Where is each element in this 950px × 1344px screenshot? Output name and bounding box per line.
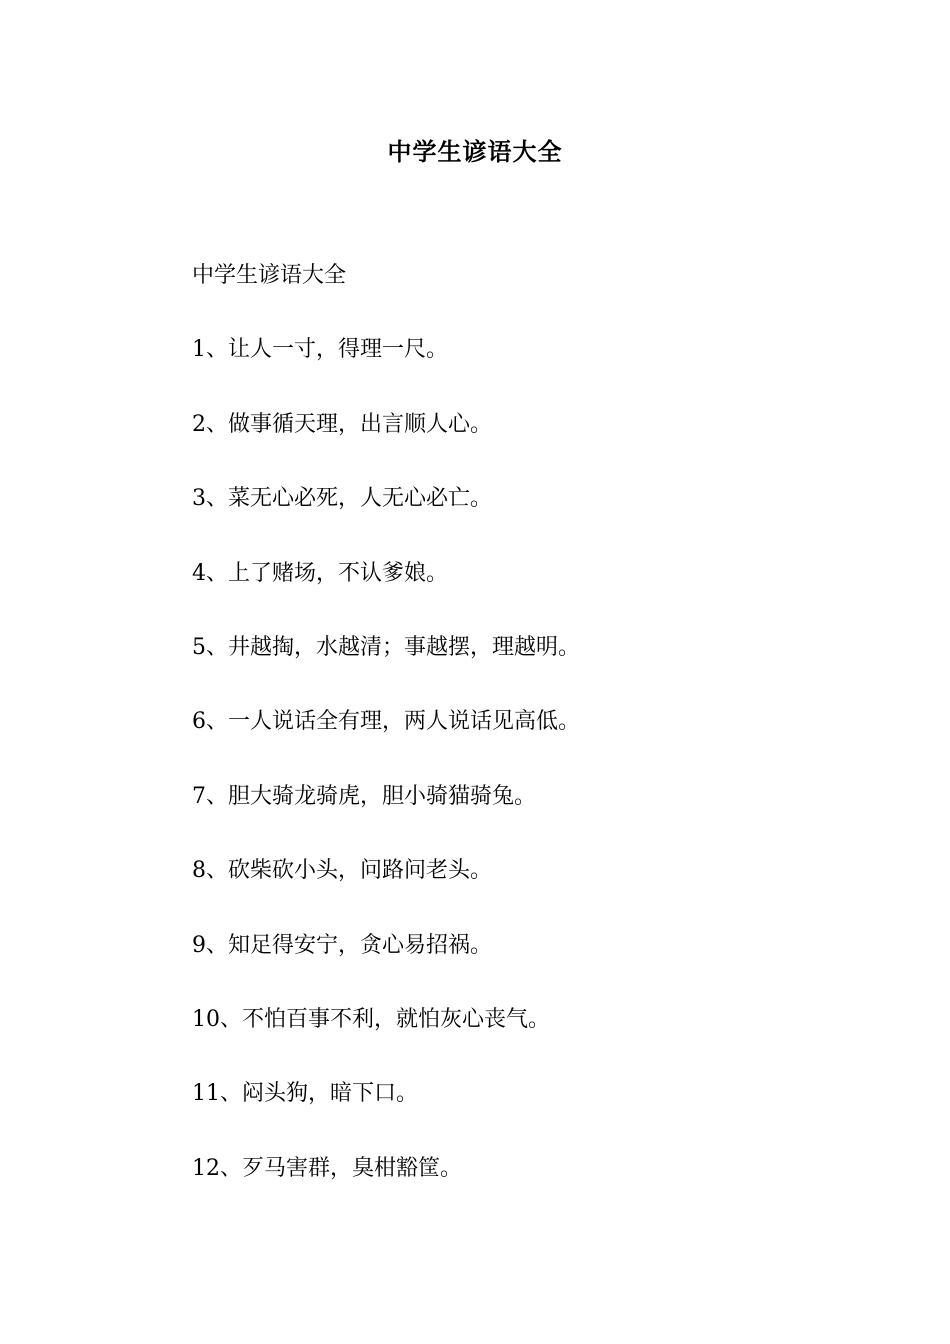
proverb-line: 12、歹马害群，臭柑豁筐。 bbox=[192, 1155, 462, 1181]
proverb-line: 2、做事循天理，出言顺人心。 bbox=[192, 411, 492, 437]
proverb-line: 10、不怕百事不利，就怕灰心丧气。 bbox=[192, 1006, 550, 1032]
section-heading: 中学生谚语大全 bbox=[192, 263, 347, 288]
proverb-line: 4、上了赌场，不认爹娘。 bbox=[192, 560, 448, 586]
page-title: 中学生谚语大全 bbox=[387, 137, 563, 166]
proverb-line: 6、一人说话全有理，两人说话见高低。 bbox=[192, 709, 580, 735]
proverb-line: 8、砍柴砍小头，问路问老头。 bbox=[192, 858, 492, 884]
document-body bbox=[192, 256, 892, 1223]
proverb-line: 1、让人一寸，得理一尺。 bbox=[192, 337, 448, 363]
proverb-line: 7、胆大骑龙骑虎，胆小骑猫骑兔。 bbox=[192, 783, 536, 809]
proverb-line: 3、菜无心必死，人无心必亡。 bbox=[192, 486, 492, 512]
proverb-line: 9、知足得安宁，贪心易招祸。 bbox=[192, 932, 492, 958]
proverb-line: 5、井越掏，水越清；事越摆，理越明。 bbox=[192, 634, 580, 660]
proverb-line: 11、闷头狗，暗下口。 bbox=[192, 1081, 418, 1107]
